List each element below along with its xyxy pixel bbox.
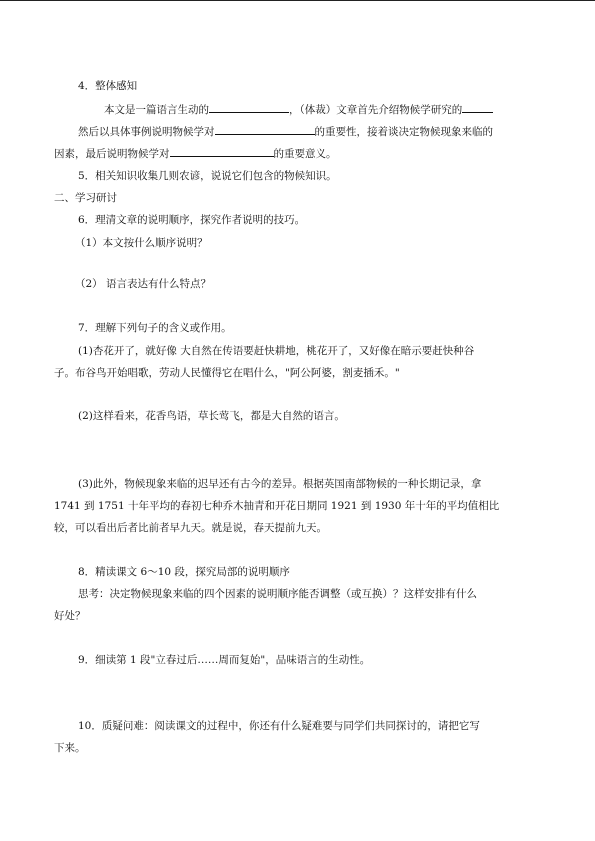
section4-line3-text-b: 的重要意义。 xyxy=(273,148,337,160)
q7-sentence3-line1: (3)此外，物候现象来临的迟早还有古今的差异。根据英国南部物候的一种长期记录，拿 xyxy=(78,478,482,490)
fill-blank-1[interactable] xyxy=(209,101,289,113)
section4-line1-text-a: 本文是一篇语言生动的 xyxy=(104,104,209,116)
q8-think-line1: 思考：决定物候现象来临的四个因素的说明顺序能否调整（或互换）？这样安排有什么 xyxy=(78,588,477,600)
q8-think-line2: 好处？ xyxy=(54,610,86,622)
section4-line3-text-a: 因素，最后说明物候学对 xyxy=(54,148,170,160)
q7-sentence3-line3: 较，可以看出后者比前者早九天。就是说，春天提前九天。 xyxy=(54,522,327,534)
q7-sentence3-line2: 1741 到 1751 十年平均的春初七种乔木抽青和开花日期同 1921 到 1930 年十年的平均值相比 xyxy=(54,500,500,512)
q9-text: 9．细读第 1 段"立春过后……周而复始"，品味语言的生动性。 xyxy=(78,654,371,666)
fill-blank-2[interactable] xyxy=(462,101,493,113)
q7-sentence1-line2: 子。布谷鸟开始唱歌，劳动人民懂得它在唱什么，"阿公阿婆，割麦插禾。" xyxy=(54,367,400,379)
q10-line1: 10．质疑问难：阅读课文的过程中，你还有什么疑难要与同学们共同探讨的，请把它写 xyxy=(78,720,480,732)
section4-heading: 4．整体感知 xyxy=(78,80,138,92)
section4-line2 xyxy=(78,123,493,140)
q7-text: 7．理解下列句子的含义或作用。 xyxy=(78,322,232,334)
section4-line1 xyxy=(104,101,493,118)
fill-blank-3[interactable] xyxy=(215,123,315,135)
q6-sub1: （1）本文按什么顺序说明？ xyxy=(75,237,208,249)
q7-sentence2: (2)这样看来，花香鸟语，草长莺飞，都是大自然的语言。 xyxy=(78,410,345,422)
q7-sentence1-line1: (1)杏花开了，就好像 大自然在传语要赶快耕地，桃花开了，又好像在暗示要赶快种谷 xyxy=(78,345,475,357)
fill-blank-4[interactable] xyxy=(170,145,274,157)
q8-text: 8．精读课文 6～10 段，探究局部的说明顺序 xyxy=(78,566,290,578)
section4-line2-text-b: 的重要性，接着谈决定物候现象来临的 xyxy=(314,126,493,138)
q6-sub2: （2） 语言表达有什么特点？ xyxy=(75,278,212,290)
section4-line1-text-b: ，（体裁）文章首先介绍物候学研究的 xyxy=(289,104,463,116)
page-top-rule xyxy=(0,0,595,1)
part2-heading: 二、学习研讨 xyxy=(54,192,117,204)
section5-text: 5．相关知识收集几则农谚，说说它们包含的物候知识。 xyxy=(78,170,337,182)
q10-line2: 下来。 xyxy=(54,742,86,754)
section4-line3 xyxy=(54,145,337,162)
section4-line2-text-a: 然后以具体事例说明物候学对 xyxy=(78,126,215,138)
q6-text: 6．理清文章的说明顺序，探究作者说明的技巧。 xyxy=(78,214,306,226)
